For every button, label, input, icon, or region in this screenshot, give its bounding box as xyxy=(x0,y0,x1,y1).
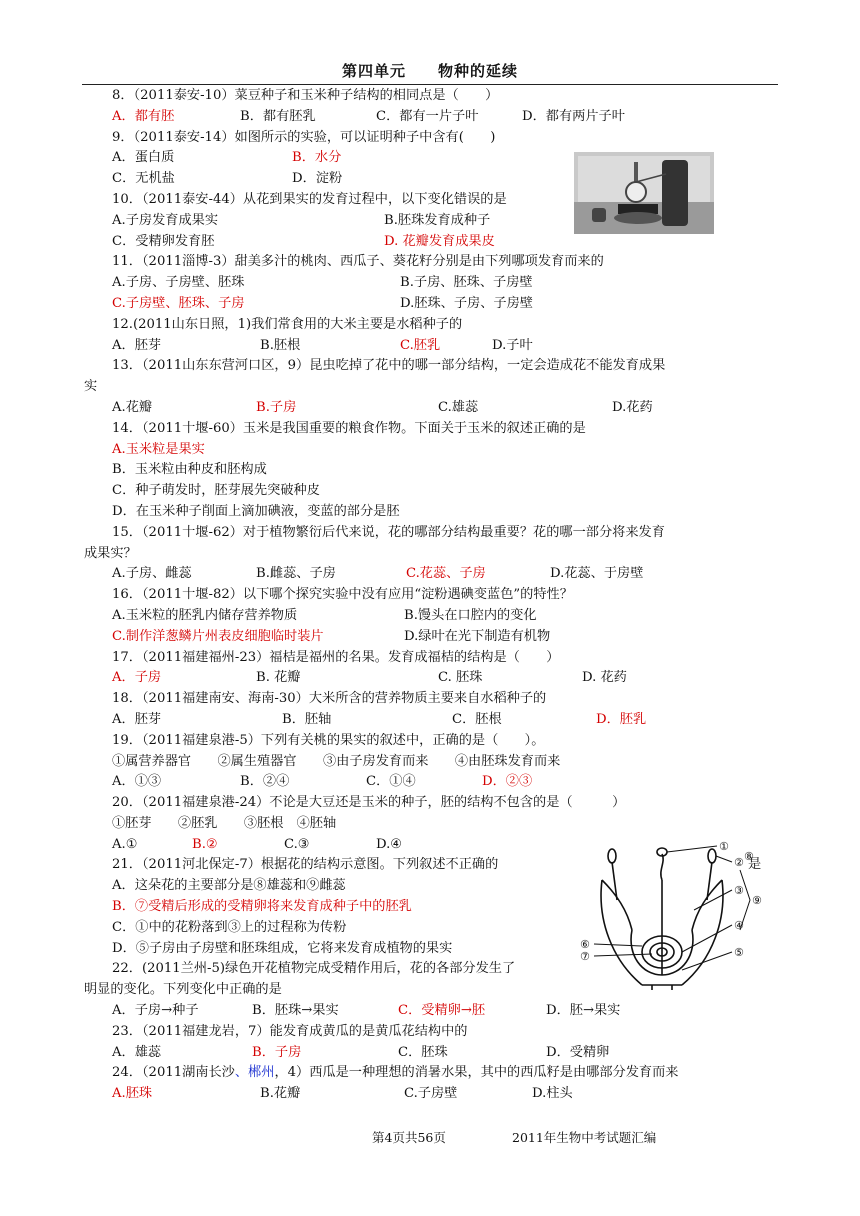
question-text xyxy=(84,128,776,149)
answer-option: C．种子萌发时，胚芽展先突破种皮 xyxy=(112,483,320,499)
answer-option: C．①④ xyxy=(366,774,416,790)
question-stem: 19．（2011福建泉港-5）下列有关桃的果实的叙述中，正确的是（ ）。 xyxy=(112,732,545,748)
answer-option: C．胚珠 xyxy=(398,1044,448,1060)
question-stem: 成果实？ xyxy=(84,545,137,561)
question-text xyxy=(84,356,776,377)
answer-option-correct: B.② xyxy=(192,836,218,852)
answer-option: B．都有胚乳 xyxy=(240,108,316,124)
answer-options xyxy=(84,564,776,585)
question-text xyxy=(84,585,776,606)
question-text xyxy=(84,1063,776,1084)
question-text xyxy=(84,793,776,814)
answer-option-correct: B.子房 xyxy=(256,399,297,415)
footer-title: 2011年生物中考试题汇编 xyxy=(512,1130,657,1145)
question-stem: 24．（2011湖南长沙 xyxy=(112,1065,235,1081)
answer-option: C．①中的花粉落到③上的过程称为传粉 xyxy=(112,919,347,935)
answer-options xyxy=(84,1043,776,1064)
question-stem: 21．（2011河北保定-7）根据花的结构示意图。下列叙述不正确的 xyxy=(112,857,499,873)
question-stem: 10．（2011泰安-44）从花到果实的发育过程中，以下变化错误的是 xyxy=(112,191,507,207)
answer-option-correct: D．胚乳 xyxy=(596,711,647,727)
question-stem: 12.(2011山东日照，1)我们常食用的大米主要是水稻种子的 xyxy=(112,316,463,332)
question-stem: 9．（2011泰安-14）如图所示的实验，可以证明种子中含有( ) xyxy=(112,129,496,145)
answer-option: D.绿叶在光下制造有机物 xyxy=(404,628,551,644)
answer-option-correct: B．水分 xyxy=(292,150,342,166)
answer-options xyxy=(84,502,776,523)
answer-options xyxy=(84,668,776,689)
answer-option: D.柱头 xyxy=(532,1086,573,1102)
answer-option-correct: C.胚乳 xyxy=(400,337,441,353)
answer-options xyxy=(84,1084,776,1105)
answer-option-correct: A.胚珠 xyxy=(112,1086,153,1102)
answer-options xyxy=(84,336,776,357)
answer-options xyxy=(84,107,776,128)
question-stem: 20．（2011福建泉港-24）不论是大豆还是玉米的种子，胚的结构不包含的是（ ） xyxy=(112,795,626,811)
answer-option: C. 胚珠 xyxy=(438,670,483,686)
answer-option-correct: D．②③ xyxy=(482,774,533,790)
seed-experiment-photo xyxy=(574,152,714,234)
question-continuation xyxy=(84,544,776,565)
flower-label-3: ③ xyxy=(734,884,744,897)
answer-option: A．这朵花的主要部分是⑧雄蕊和⑨雌蕊 xyxy=(112,878,346,894)
answer-option-correct: A．都有胚 xyxy=(112,108,175,124)
question-text xyxy=(84,86,776,107)
question-stem: 8．（2011泰安-10）菜豆种子和玉米种子结构的相同点是（ ） xyxy=(112,88,499,103)
answer-option: A.花瓣 xyxy=(112,399,153,415)
header-title: 第四单元 物种的延续 xyxy=(341,62,518,80)
answer-option: D. 花药 xyxy=(582,670,627,686)
question-text xyxy=(84,523,776,544)
answer-option-correct: D. 花瓣发育成果皮 xyxy=(384,233,495,249)
answer-option: ①属营养器官 ②属生殖器官 ③由子房发育而来 ④由胚珠发育而来 xyxy=(112,753,561,769)
answer-option: A.子房、子房壁、胚珠 xyxy=(112,275,245,291)
answer-option: B.馒头在口腔内的变化 xyxy=(404,607,537,623)
question-text xyxy=(84,731,776,752)
answer-option: D．⑤子房由子房壁和胚珠组成，它将来发育成植物的果实 xyxy=(112,940,453,956)
answer-option: B．②④ xyxy=(240,774,290,790)
question-stem: 22．(2011兰州-5)绿色开花植物完成受精作用后，花的各部分发生了 xyxy=(112,961,516,977)
answer-options xyxy=(84,460,776,481)
question-stem: 13．（2011山东东营河口区，9）昆虫吃掉了花中的哪一部分结构，一定会造成花不能发育成果 xyxy=(112,358,666,374)
answer-option: A．蛋白质 xyxy=(112,150,175,166)
question-stem: 明显的变化。下列变化中正确的是 xyxy=(84,982,282,998)
answer-option-correct: A.玉米粒是果实 xyxy=(112,441,205,457)
answer-option: B.子房、胚珠、子房壁 xyxy=(400,275,533,291)
question-stem: 17．（2011福建福州-23）福桔是福州的名果。发育成福桔的结构是（ ） xyxy=(112,649,560,665)
answer-option: B.雌蕊、子房 xyxy=(256,566,336,582)
flower-label-5: ⑤ xyxy=(734,946,744,959)
answer-options xyxy=(84,273,776,294)
flower-structure-diagram xyxy=(572,840,762,990)
answer-option: A．雄蕊 xyxy=(112,1044,162,1060)
flower-label-1: ① xyxy=(719,840,729,853)
question-stem-highlight: 、郴州 xyxy=(234,1065,275,1081)
answer-option: B.胚根 xyxy=(260,337,301,353)
flower-label-2: ② xyxy=(734,856,744,869)
answer-options xyxy=(84,627,776,648)
question-text xyxy=(84,419,776,440)
answer-option: D．受精卵 xyxy=(546,1044,610,1060)
answer-options xyxy=(84,440,776,461)
answer-option: C.子房壁 xyxy=(404,1086,458,1102)
answer-options xyxy=(84,606,776,627)
answer-options xyxy=(84,398,776,419)
answer-option: B．胚轴 xyxy=(282,711,332,727)
answer-option: D.子叶 xyxy=(492,337,533,353)
answer-option: D.花药 xyxy=(612,399,653,415)
answer-option: C.雄蕊 xyxy=(438,399,479,415)
answer-option-correct: B．⑦受精后形成的受精卵将来发育成种子中的胚乳 xyxy=(112,899,412,915)
answer-option: B．胚珠→果实 xyxy=(252,1003,339,1019)
answer-options xyxy=(84,814,776,835)
answer-option-correct: A．子房 xyxy=(112,670,162,686)
question-text xyxy=(84,252,776,273)
flower-label-4: ④ xyxy=(734,919,744,932)
answer-option: D.胚珠、子房、子房壁 xyxy=(400,295,533,311)
question-stem-tail: 是 xyxy=(748,857,762,873)
question-stem-rest: ，4）西瓜是一种理想的消暑水果，其中的西瓜籽是由哪部分发育而来 xyxy=(274,1065,679,1081)
answer-option: D.花蕊、于房壁 xyxy=(550,566,644,582)
answer-option: C.③ xyxy=(284,836,310,852)
answer-option: A．胚芽 xyxy=(112,337,162,353)
answer-options xyxy=(84,772,776,793)
question-stem: 14．（2011十堰-60）玉米是我国重要的粮食作物。下面关于玉米的叙述正确的是 xyxy=(112,420,586,436)
answer-option: C．胚根 xyxy=(452,711,502,727)
answer-option: D．淀粉 xyxy=(292,171,343,187)
answer-options xyxy=(84,294,776,315)
answer-option: C．受精卵发育胚 xyxy=(112,233,215,249)
answer-option: A．胚芽 xyxy=(112,711,162,727)
answer-option-correct: B．子房 xyxy=(252,1044,302,1060)
question-stem: 实 xyxy=(84,379,98,395)
page-header xyxy=(82,60,778,85)
answer-option-correct: C.子房壁、胚珠、子房 xyxy=(112,295,245,311)
answer-option: A.子房、雌蕊 xyxy=(112,566,192,582)
flower-label-8: ⑧ xyxy=(744,850,754,863)
answer-option: B.胚珠发育成种子 xyxy=(384,212,491,228)
answer-option: B. 花瓣 xyxy=(256,670,301,686)
answer-option: D．都有两片子叶 xyxy=(522,108,625,124)
question-continuation xyxy=(84,377,776,398)
answer-option: C．无机盐 xyxy=(112,171,175,187)
answer-options xyxy=(84,710,776,731)
answer-option: A．子房→种子 xyxy=(112,1003,199,1019)
answer-option: B．玉米粒由种皮和胚构成 xyxy=(112,462,267,478)
flower-label-6: ⑥ xyxy=(580,938,590,951)
answer-options xyxy=(84,1001,776,1022)
question-stem: 11．（2011淄博-3）甜美多汁的桃肉、西瓜子、葵花籽分别是由下列哪项发育而来的 xyxy=(112,254,604,270)
question-text xyxy=(84,1022,776,1043)
answer-option: D.④ xyxy=(376,836,403,852)
answer-option-correct: C.制作洋葱鳞片州表皮细胞临时装片 xyxy=(112,628,324,644)
answer-option: A.子房发育成果实 xyxy=(112,212,219,228)
answer-option: C．都有一片子叶 xyxy=(376,108,479,124)
question-stem: 18．（2011福建南安、海南-30）大米所含的营养物质主要来自水稻种子的 xyxy=(112,691,547,707)
question-text xyxy=(84,648,776,669)
answer-option: A．①③ xyxy=(112,774,162,790)
question-stem: 15．（2011十堰-62）对于植物繁衍后代来说，花的哪部分结构最重要？花的哪一部分将来发育 xyxy=(112,524,665,540)
answer-options xyxy=(84,232,776,253)
answer-option: A.① xyxy=(112,836,138,852)
answer-options xyxy=(84,481,776,502)
question-text xyxy=(84,315,776,336)
flower-label-7: ⑦ xyxy=(580,950,590,963)
answer-option: ①胚芽 ②胚乳 ③胚根 ④胚轴 xyxy=(112,815,337,831)
footer-page: 第4页共56页 xyxy=(372,1130,446,1145)
question-stem: 16．（2011十堰-82）以下哪个探究实验中没有应用“淀粉遇碘变蓝色”的特性？ xyxy=(112,587,573,603)
answer-option: B.花瓣 xyxy=(260,1086,301,1102)
answer-option-correct: C.花蕊、子房 xyxy=(406,566,486,582)
answer-option: A.玉米粒的胚乳内储存营养物质 xyxy=(112,607,298,623)
flower-label-9: ⑨ xyxy=(752,894,762,907)
answer-option: D．在玉米种子削面上滴加碘液，变蓝的部分是胚 xyxy=(112,503,400,519)
answer-options xyxy=(84,752,776,773)
question-stem: 23．（2011福建龙岩，7）能发育成黄瓜的是黄瓜花结构中的 xyxy=(112,1023,468,1039)
question-text xyxy=(84,689,776,710)
answer-option: D．胚→果实 xyxy=(546,1003,621,1019)
answer-option-correct: C．受精卵→胚 xyxy=(398,1003,486,1019)
